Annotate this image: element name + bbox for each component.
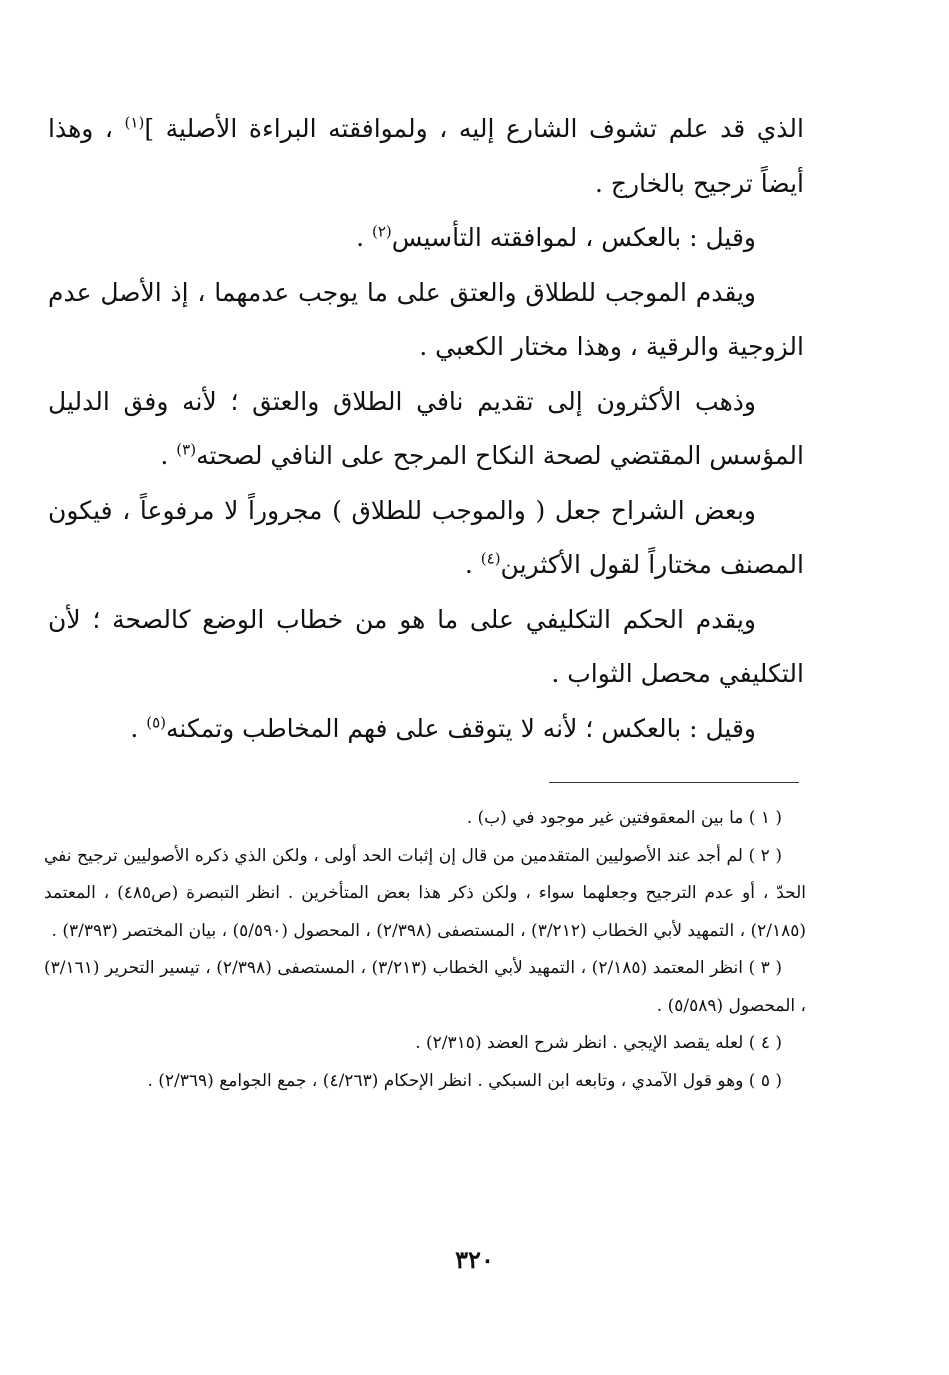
footnote-reference: (١)	[124, 113, 145, 132]
paragraph-continuation: ، وهذا أيضاً ترجيح بالخارج .	[48, 114, 804, 198]
footnote-1: ( ١ ) ما بين المعقوفتين غير موجود في (ب) .	[466, 808, 782, 828]
footnote-5: ( ٥ ) وهو قول الآمدي ، وتابعه ابن السبكي . انظر الإحكام (٤/٢٦٣) ، جمع الجوامع (٢/٣٦٩) .	[147, 1070, 782, 1091]
paragraph-text: وقيل : بالعكس ، لموافقته التأسيس	[391, 223, 756, 252]
footnote-reference: (٢)	[371, 222, 392, 241]
footnote-reference: (٥)	[146, 713, 166, 732]
paragraph-text: الذي قد علم تشوف الشارع إليه ، ولموافقته البراءة الأصلية ]	[144, 114, 804, 143]
paragraph-6	[48, 593, 804, 702]
paragraph-text: وذهب الأكثرون إلى تقديم نافي الطلاق والعتق ؛ لأنه وفق الدليل المؤسس المقتضي لصحة النكاح المرجح على النافي لصحته	[48, 386, 804, 470]
footnote-divider	[549, 782, 799, 783]
footnote-reference: (٣)	[176, 440, 197, 459]
footnotes	[44, 800, 806, 1100]
footnote-3: ( ٣ ) انظر المعتمد (٢/١٨٥) ، التمهيد لأبي الخطاب (٣/٢١٣) ، المستصفى (٢/٣٩٨) ، تيسير التحرير (٣/١٦١) ، المحصول (٥/٥٨٩) .	[44, 958, 806, 1016]
paragraph-continuation: .	[356, 223, 372, 252]
paragraph-text: ويقدم الحكم التكليفي على ما هو من خطاب الوضع كالصحة ؛ لأن التكليفي محصل الثواب .	[48, 604, 804, 688]
paragraph-7	[48, 702, 804, 757]
paragraph-text: وقيل : بالعكس ؛ لأنه لا يتوقف على فهم المخاطب وتمكنه	[166, 713, 756, 743]
paragraph-1	[48, 102, 804, 211]
page-number: ٣٢٠	[455, 1245, 494, 1274]
footnote-4: ( ٤ ) لعله يقصد الإيجي . انظر شرح العضد (٢/٣١٥) .	[415, 1033, 782, 1053]
paragraph-4	[48, 375, 804, 484]
paragraph-continuation: .	[464, 550, 481, 579]
footnote-2: ( ٢ ) لم أجد عند الأصوليين المتقدمين من قال إن إثبات الحد أولى ، ولكن الذي ذكره الأصوليين ترجيح نفي الحدّ ، أو عدم الترجيح وجعلهما سواء ، ولكن ذكر هذا بعض المتأخرين . انظر التبصرة (ص٤٨٥) ، المعتمد (٢/١٨٥) ، التمهيد لأبي الخطاب (٣/٢١٢) ، المستصفى (٢/٣٩٨) ، المحصول (٥/٥٩٠) ، بيان المختصر (٣/٣٩٣) .	[44, 845, 806, 941]
paragraph-2	[48, 211, 804, 266]
paragraph-continuation: .	[130, 713, 147, 743]
paragraph-3	[48, 266, 804, 375]
paragraph-continuation: .	[160, 441, 177, 470]
footnote-reference: (٤)	[480, 549, 501, 568]
paragraph-5	[48, 484, 804, 593]
main-text	[48, 102, 804, 756]
paragraph-text: وبعض الشراح جعل ( والموجب للطلاق ) مجروراً لا مرفوعاً ، فيكون المصنف مختاراً لقول الأكثرين	[48, 495, 804, 579]
paragraph-text: ويقدم الموجب للطلاق والعتق على ما يوجب عدمهما ، إذ الأصل عدم الزوجية والرقية ، وهذا مختار الكعبي .	[48, 277, 804, 361]
